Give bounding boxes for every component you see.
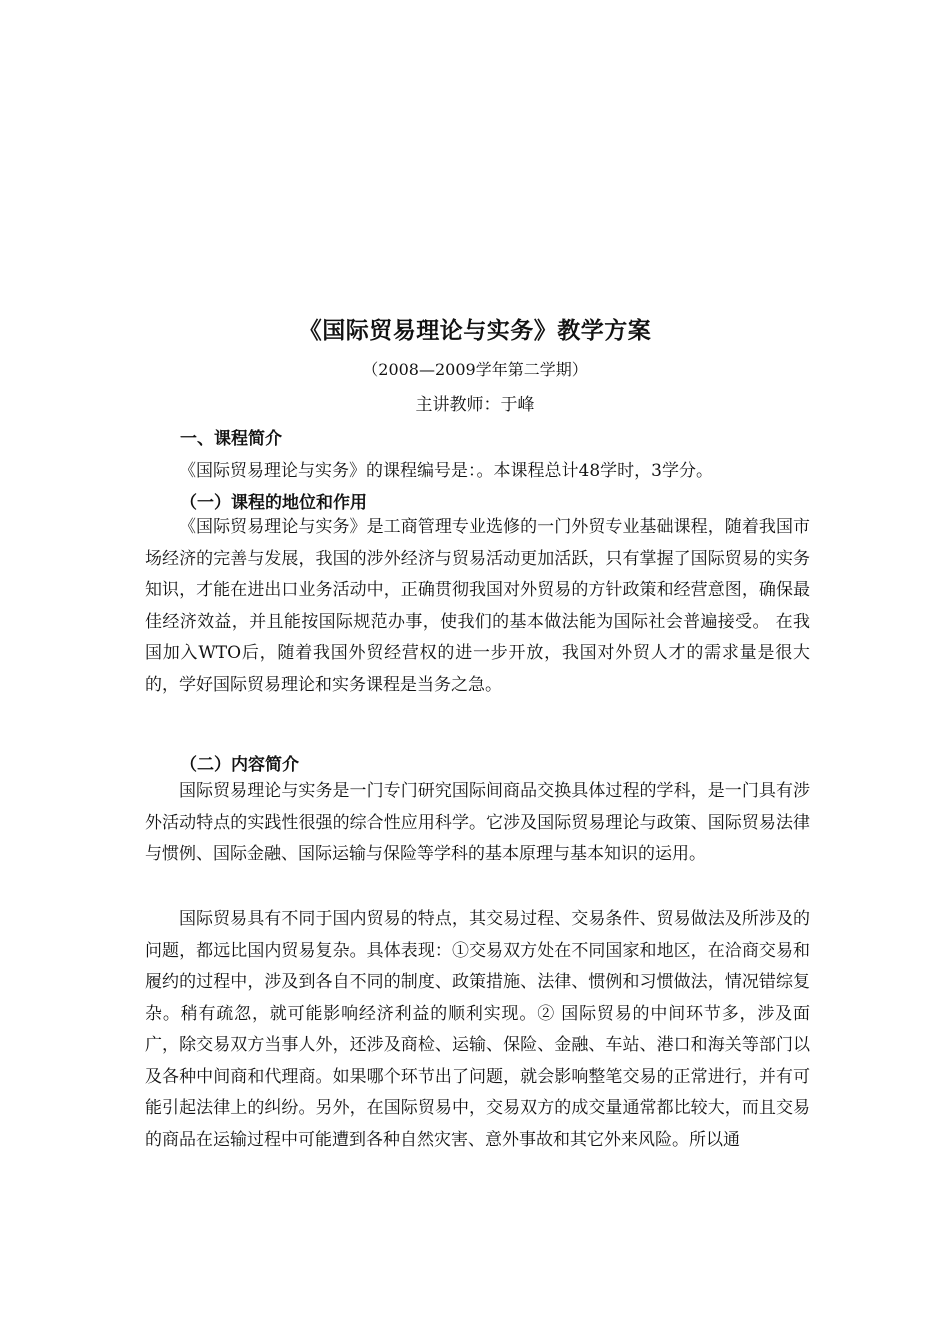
paragraph-content-1: 国际贸易理论与实务是一门专门研究国际间商品交换具体过程的学科，是一门具有涉外活动特点的实践性很强的综合性应用科学。它涉及国际贸易理论与政策、国际贸易法律与惯例、国际金融、国际运输与保险等学科的基本原理与基本知识的运用。 bbox=[145, 781, 810, 864]
subsection-heading-role: （一）课程的地位和作用 bbox=[180, 493, 367, 513]
subsection-heading-content: （二）内容简介 bbox=[180, 755, 299, 775]
paragraph-role: 《国际贸易理论与实务》是工商管理专业选修的一门外贸专业基础课程，随着我国市场经济的完善与发展，我国的涉外经济与贸易活动更加活跃，只有掌握了国际贸易的实务知识，才能在进出口业务活动中，正确贯彻我国对外贸易的方针政策和经营意图，确保最佳经济效益，并且能按国际规范办事，使我们的基本做法能为国际社会普遍接受。 在我国加入WTO后，随着我国外贸经营权的进一步开放，我国对外贸人才的需求量是很大的，学好国际贸易理论和实务课程是当务之急。 bbox=[145, 517, 810, 695]
teacher-line: 主讲教师：于峰 bbox=[415, 395, 535, 415]
paragraph-content-2: 国际贸易具有不同于国内贸易的特点，其交易过程、交易条件、贸易做法及所涉及的问题，都远比国内贸易复杂。具体表现：①交易双方处在不同国家和地区，在洽商交易和履约的过程中，涉及到各自不同的制度、政策措施、法律、惯例和习惯做法，情况错综复杂。稍有疏忽，就可能影响经济利益的顺利实现。② 国际贸易的中间环节多，涉及面广，除交易双方当事人外，还涉及商检、运输、保险、金融、车站、港口和海关等部门以及各种中间商和代理商。如果哪个环节出了问题，就会影响整笔交易的正常进行，并有可能引起法律上的纠纷。另外，在国际贸易中，交易双方的成交量通常都比较大，而且交易的商品在运输过程中可能遭到各种自然灾害、意外事故和其它外来风险。所以通 bbox=[145, 909, 810, 1150]
document-title: 《国际贸易理论与实务》教学方案 bbox=[298, 318, 652, 344]
section-heading-course-intro: 一、课程简介 bbox=[180, 429, 282, 449]
semester-line: （2008—2009学年第二学期） bbox=[362, 360, 588, 379]
course-info-line: 《国际贸易理论与实务》的课程编号是：。本课程总计48学时，3学分。 bbox=[179, 461, 713, 481]
